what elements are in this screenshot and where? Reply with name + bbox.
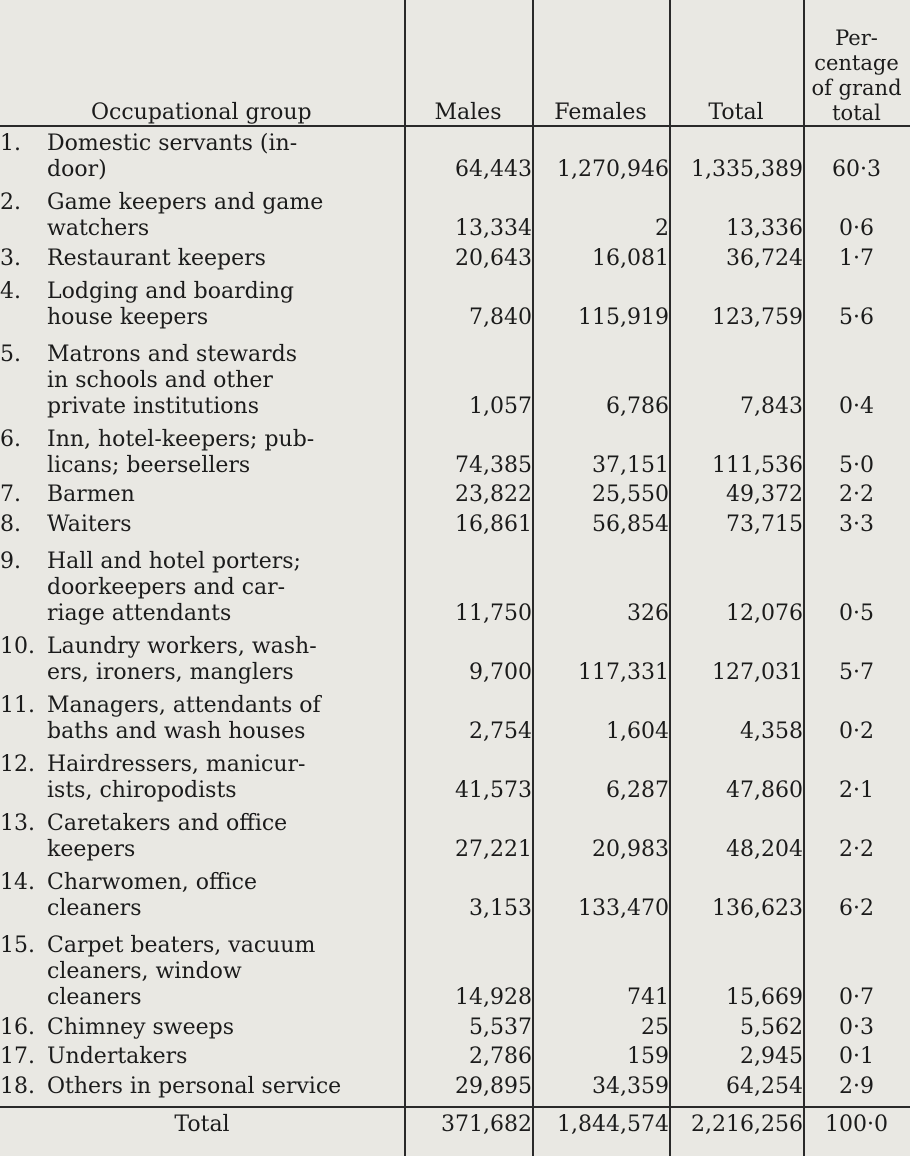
occupation-line: watchers bbox=[47, 216, 150, 242]
males-value: 1,057 bbox=[469, 393, 532, 419]
total-label: Total bbox=[174, 1111, 230, 1137]
males-value: 14,928 bbox=[455, 985, 532, 1011]
occupation-line: in schools and other bbox=[47, 367, 273, 393]
total-value: 36,724 bbox=[726, 245, 803, 271]
females-value: 16,081 bbox=[592, 245, 669, 271]
occupation-line: Hall and hotel porters; bbox=[47, 548, 301, 574]
males-value: 11,750 bbox=[455, 600, 532, 626]
total-value: 12,076 bbox=[726, 600, 803, 626]
percentage-value: 0·4 bbox=[839, 393, 874, 419]
table-row bbox=[0, 244, 910, 274]
row-number: 1. bbox=[0, 131, 21, 157]
occupation-line: Waiters bbox=[47, 511, 132, 537]
table-row bbox=[0, 924, 910, 1013]
row-number: 11. bbox=[0, 692, 35, 718]
occupation-line: Carpet beaters, vacuum bbox=[47, 933, 316, 959]
females-value: 741 bbox=[627, 985, 669, 1011]
total-value: 49,372 bbox=[726, 482, 803, 508]
occupation-line: Barmen bbox=[47, 482, 135, 508]
females-value: 20,983 bbox=[592, 837, 669, 863]
table-row bbox=[0, 629, 910, 688]
table-row bbox=[0, 1013, 910, 1043]
males-value: 29,895 bbox=[455, 1073, 532, 1099]
females-value: 2 bbox=[655, 216, 669, 242]
total-value: 111,536 bbox=[712, 452, 803, 478]
row-number: 12. bbox=[0, 752, 35, 778]
percentage-value: 0·1 bbox=[839, 1044, 874, 1070]
females-value: 6,786 bbox=[606, 393, 669, 419]
occupation-line: private institutions bbox=[47, 393, 259, 419]
occupation-line: Undertakers bbox=[47, 1044, 188, 1070]
females-value: 1,604 bbox=[606, 718, 669, 744]
total-value: 73,715 bbox=[726, 511, 803, 537]
header-percentage: Per- centage of grand total bbox=[811, 26, 902, 125]
percentage-value: 2·2 bbox=[839, 837, 874, 863]
percentage-value: 5·7 bbox=[839, 659, 874, 685]
occupation-name bbox=[0, 274, 404, 333]
percentage-value: 1·7 bbox=[839, 245, 874, 271]
males-value: 74,385 bbox=[455, 452, 532, 478]
total-value: 1,335,389 bbox=[691, 157, 803, 183]
percentage-value: 2·2 bbox=[839, 482, 874, 508]
males-value: 64,443 bbox=[455, 157, 532, 183]
occupation-line: Game keepers and game bbox=[47, 190, 324, 216]
total-percentage: 100·0 bbox=[825, 1111, 888, 1137]
grand-total: 2,216,256 bbox=[691, 1111, 803, 1137]
occupation-name bbox=[0, 333, 404, 422]
occupation-name bbox=[0, 185, 404, 244]
occupation-line: Charwomen, office bbox=[47, 870, 257, 896]
total-value: 7,843 bbox=[740, 393, 803, 419]
total-value: 136,623 bbox=[712, 896, 803, 922]
row-number: 7. bbox=[0, 482, 21, 508]
row-number: 4. bbox=[0, 278, 21, 304]
total-value: 15,669 bbox=[726, 985, 803, 1011]
percentage-value: 0·6 bbox=[839, 216, 874, 242]
occupation-name bbox=[0, 244, 404, 274]
table-row bbox=[0, 1043, 910, 1073]
males-value: 20,643 bbox=[455, 245, 532, 271]
table-row bbox=[0, 688, 910, 747]
percentage-value: 60·3 bbox=[832, 157, 881, 183]
total-row bbox=[0, 1102, 910, 1148]
percentage-value: 0·2 bbox=[839, 718, 874, 744]
row-number: 18. bbox=[0, 1073, 35, 1099]
females-value: 159 bbox=[627, 1044, 669, 1070]
occupation-line: Restaurant keepers bbox=[47, 245, 266, 271]
occupation-line: doorkeepers and car- bbox=[47, 574, 286, 600]
total-value: 5,562 bbox=[740, 1014, 803, 1040]
occupation-name bbox=[0, 510, 404, 540]
percentage-value: 3·3 bbox=[839, 511, 874, 537]
occupation-name bbox=[0, 1013, 404, 1043]
row-number: 3. bbox=[0, 245, 21, 271]
table-row bbox=[0, 747, 910, 806]
total-females: 1,844,574 bbox=[557, 1111, 669, 1137]
occupation-line: Inn, hotel-keepers; pub- bbox=[47, 426, 315, 452]
row-number: 8. bbox=[0, 511, 21, 537]
total-value: 64,254 bbox=[726, 1073, 803, 1099]
total-value: 2,945 bbox=[740, 1044, 803, 1070]
percentage-value: 5·0 bbox=[839, 452, 874, 478]
row-number: 2. bbox=[0, 190, 21, 216]
occupation-name bbox=[0, 629, 404, 688]
females-value: 115,919 bbox=[578, 304, 669, 330]
occupation-name bbox=[0, 540, 404, 629]
header-total: Total bbox=[708, 100, 764, 125]
occupation-line: Caretakers and office bbox=[47, 811, 288, 837]
occupation-line: keepers bbox=[47, 837, 136, 863]
males-value: 5,537 bbox=[469, 1014, 532, 1040]
table-row bbox=[0, 185, 910, 244]
table-row bbox=[0, 274, 910, 333]
males-value: 7,840 bbox=[469, 304, 532, 330]
table-row bbox=[0, 806, 910, 865]
occupation-line: Matrons and stewards bbox=[47, 341, 298, 367]
percentage-value: 6·2 bbox=[839, 896, 874, 922]
females-value: 1,270,946 bbox=[557, 157, 669, 183]
females-value: 6,287 bbox=[606, 778, 669, 804]
percentage-value: 2·1 bbox=[839, 778, 874, 804]
percentage-value: 0·3 bbox=[839, 1014, 874, 1040]
occupation-name bbox=[0, 924, 404, 1013]
total-value: 123,759 bbox=[712, 304, 803, 330]
occupation-line: door) bbox=[47, 157, 107, 183]
females-value: 133,470 bbox=[578, 896, 669, 922]
row-number: 13. bbox=[0, 811, 35, 837]
occupation-name bbox=[0, 865, 404, 924]
males-value: 13,334 bbox=[455, 216, 532, 242]
females-value: 56,854 bbox=[592, 511, 669, 537]
occupation-name bbox=[0, 126, 404, 185]
occupation-name bbox=[0, 806, 404, 865]
occupation-line: baths and wash houses bbox=[47, 718, 306, 744]
row-number: 9. bbox=[0, 548, 21, 574]
occupation-line: licans; beersellers bbox=[47, 452, 251, 478]
header-males: Males bbox=[434, 100, 502, 125]
total-value: 127,031 bbox=[712, 659, 803, 685]
occupation-line: Laundry workers, wash- bbox=[47, 633, 317, 659]
table-row bbox=[0, 865, 910, 924]
table-row bbox=[0, 126, 910, 185]
row-number: 14. bbox=[0, 870, 35, 896]
females-value: 34,359 bbox=[592, 1073, 669, 1099]
total-value: 13,336 bbox=[726, 216, 803, 242]
occupation-line: cleaners bbox=[47, 985, 142, 1011]
total-value: 47,860 bbox=[726, 778, 803, 804]
table-row bbox=[0, 422, 910, 481]
males-value: 2,786 bbox=[469, 1044, 532, 1070]
females-value: 117,331 bbox=[578, 659, 669, 685]
occupation-line: Domestic servants (in- bbox=[47, 131, 298, 157]
males-value: 9,700 bbox=[469, 659, 532, 685]
table-row bbox=[0, 1072, 910, 1102]
occupation-line: Hairdressers, manicur- bbox=[47, 752, 306, 778]
header-row bbox=[0, 0, 910, 126]
occupation-line: Managers, attendants of bbox=[47, 692, 321, 718]
occupation-line: house keepers bbox=[47, 304, 209, 330]
occupation-line: cleaners, window bbox=[47, 959, 242, 985]
table-row bbox=[0, 481, 910, 511]
header-occupation: Occupational group bbox=[91, 100, 312, 125]
occupation-name bbox=[0, 422, 404, 481]
occupation-name bbox=[0, 747, 404, 806]
occupation-line: cleaners bbox=[47, 896, 142, 922]
row-number: 17. bbox=[0, 1044, 35, 1070]
males-value: 23,822 bbox=[455, 482, 532, 508]
total-value: 48,204 bbox=[726, 837, 803, 863]
occupation-line: Lodging and boarding bbox=[47, 278, 294, 304]
occupation-line: ers, ironers, manglers bbox=[47, 659, 294, 685]
females-value: 25 bbox=[641, 1014, 669, 1040]
total-value: 4,358 bbox=[740, 718, 803, 744]
table-row bbox=[0, 333, 910, 422]
females-value: 37,151 bbox=[592, 452, 669, 478]
percentage-value: 2·9 bbox=[839, 1073, 874, 1099]
row-number: 5. bbox=[0, 341, 21, 367]
occupation-name bbox=[0, 1072, 404, 1102]
males-value: 27,221 bbox=[455, 837, 532, 863]
males-value: 2,754 bbox=[469, 718, 532, 744]
row-number: 15. bbox=[0, 933, 35, 959]
occupation-line: Others in personal service bbox=[47, 1073, 342, 1099]
occupation-line: Chimney sweeps bbox=[47, 1014, 235, 1040]
occupation-name bbox=[0, 1043, 404, 1073]
table-row bbox=[0, 510, 910, 540]
males-value: 41,573 bbox=[455, 778, 532, 804]
total-males: 371,682 bbox=[441, 1111, 532, 1137]
row-number: 10. bbox=[0, 633, 35, 659]
percentage-value: 0·7 bbox=[839, 985, 874, 1011]
females-value: 326 bbox=[627, 600, 669, 626]
row-number: 16. bbox=[0, 1014, 35, 1040]
header-females: Females bbox=[554, 100, 647, 125]
occupation-name bbox=[0, 688, 404, 747]
occupation-name bbox=[0, 481, 404, 511]
males-value: 16,861 bbox=[455, 511, 532, 537]
males-value: 3,153 bbox=[469, 896, 532, 922]
row-number: 6. bbox=[0, 426, 21, 452]
table-row bbox=[0, 540, 910, 629]
percentage-value: 0·5 bbox=[839, 600, 874, 626]
occupation-line: riage attendants bbox=[47, 600, 232, 626]
occupation-line: ists, chiropodists bbox=[47, 778, 237, 804]
females-value: 25,550 bbox=[592, 482, 669, 508]
percentage-value: 5·6 bbox=[839, 304, 874, 330]
